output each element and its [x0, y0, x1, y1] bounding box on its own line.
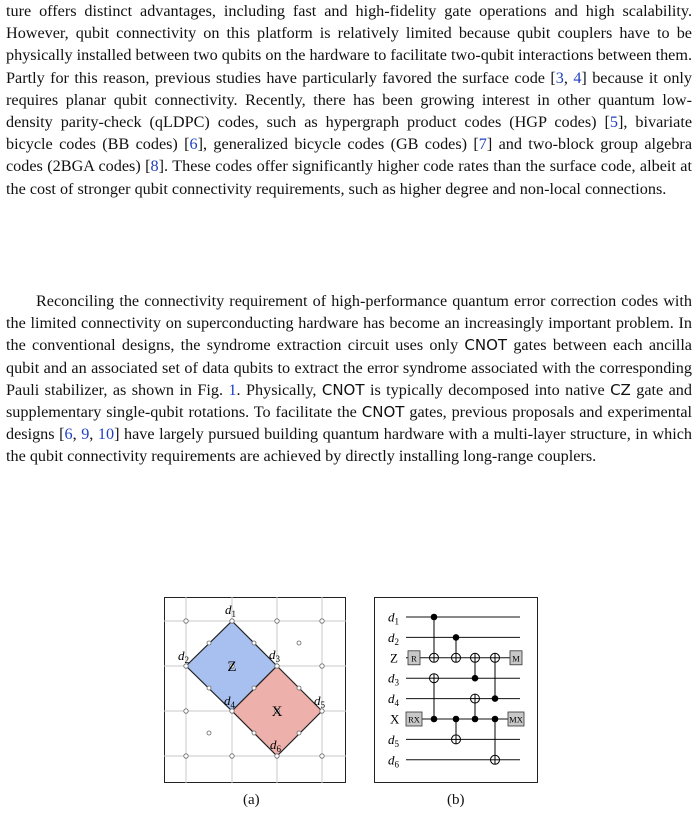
citation-link[interactable]: 6	[189, 135, 198, 154]
reset-z-box-label: R	[411, 653, 417, 664]
citation-link[interactable]: 8	[150, 157, 159, 176]
label-z: Z	[227, 659, 237, 675]
citation-link[interactable]: 5	[609, 113, 618, 132]
control-dot	[453, 716, 460, 723]
text-run: gates between each ancilla qubit and an associated set of data qubits to extract the error syndrome associated with the corresponding Pauli stabilizer, as shown in Fig.	[6, 336, 692, 399]
wire-label: $d_3$	[388, 670, 399, 688]
text-run: gate and supplementary single-qubit rotations. To facilitate the	[6, 380, 692, 422]
gate-name: CZ	[610, 380, 631, 399]
control-dot	[472, 675, 479, 682]
text-run: ], bivariate bicycle codes (BB codes) [	[6, 113, 693, 154]
citation-link[interactable]: 9	[81, 425, 90, 444]
label-d4: $d_4$	[224, 693, 235, 710]
text-run: ] have largely pursued building quantum hardware with a multi-layer structure, in which the qubit connectivity requirements are achieved by directly installing long-range couplers.	[6, 425, 692, 466]
control-dot	[453, 634, 460, 641]
citation-link[interactable]: 6	[64, 425, 73, 444]
wire-label: $d_1$	[388, 609, 399, 627]
body-paragraph-1	[6, 0, 692, 200]
text-run: ] and two-block group algebra codes (2BGA codes) [	[6, 135, 692, 176]
text-run: . Physically,	[236, 380, 322, 399]
text-run: ture offers distinct advantages, including fast and high-fidelity gate operations and high scalability. However, qubit connectivity on this platform is relatively limited because qubit couplers have to be physically installed between two qubits on the hardware to facilitate two-qubit interactions between them. Partly for this reason, previous studies have particularly favored the surface code [	[6, 2, 692, 87]
control-dot	[492, 695, 499, 702]
text-run: ,	[563, 68, 574, 87]
measure-x-box-label: MX	[509, 714, 523, 725]
text-run: is typically decomposed into native	[364, 380, 611, 399]
text-run: gates, previous proposals and experimental designs [	[6, 403, 693, 444]
figure-a-caption: (a)	[243, 792, 260, 808]
wire-label: X	[390, 711, 400, 727]
wire-label: $d_6$	[388, 752, 399, 770]
wire-label: Z	[390, 650, 398, 666]
text-run: ,	[72, 425, 82, 444]
control-dot	[431, 614, 438, 621]
label-d5: $d_5$	[314, 693, 325, 710]
text-run: ], generalized bicycle codes (GB codes) [	[197, 135, 479, 154]
text-run: Reconciling the connectivity requirement of high-performance quantum error correction codes with the limited connectivity on superconducting hardware has become an increasingly important problem. In the conventional designs, the syndrome extraction circuit uses only	[6, 292, 692, 355]
gate-name: CNOT	[321, 380, 365, 399]
gate-name: CNOT	[361, 403, 405, 422]
reset-x-box-label: RX	[408, 714, 420, 725]
body-paragraph-2	[6, 290, 692, 468]
figure-b-caption: (b)	[447, 792, 465, 808]
label-d3: $d_3$	[269, 647, 280, 664]
figure-a-lattice	[164, 597, 346, 783]
citation-link[interactable]: 10	[97, 425, 115, 444]
text-run: ,	[89, 425, 98, 444]
figure-b-circuit	[374, 597, 538, 783]
citation-link[interactable]: 7	[478, 135, 487, 154]
control-dot	[472, 716, 479, 723]
text-run: ]. These codes offer significantly higher code rates than the surface code, albeit at the cost of stronger qubit connectivity requirements, such as higher degree and non-local connections.	[6, 157, 692, 198]
label-d1: $d_1$	[225, 602, 236, 619]
text-run: ] because it only requires planar qubit connectivity. Recently, there has been growing interest in other quantum low-density parity-check (qLDPC) codes, such as hypergraph product codes (HGP codes) [	[6, 68, 693, 132]
gate-name: CNOT	[464, 336, 508, 355]
wire-label: $d_5$	[388, 731, 399, 749]
control-dot	[431, 716, 438, 723]
label-d2: $d_2$	[178, 648, 189, 665]
wire-label: $d_2$	[388, 629, 399, 647]
citation-link[interactable]: 1	[228, 380, 237, 399]
citation-link[interactable]: 3	[555, 68, 564, 87]
label-x: X	[271, 704, 283, 720]
label-d6: $d_6$	[270, 737, 281, 754]
control-dot	[492, 716, 499, 723]
citation-link[interactable]: 4	[573, 68, 582, 87]
measure-z-box-label: M	[512, 653, 520, 664]
wire-label: $d_4$	[388, 691, 399, 709]
